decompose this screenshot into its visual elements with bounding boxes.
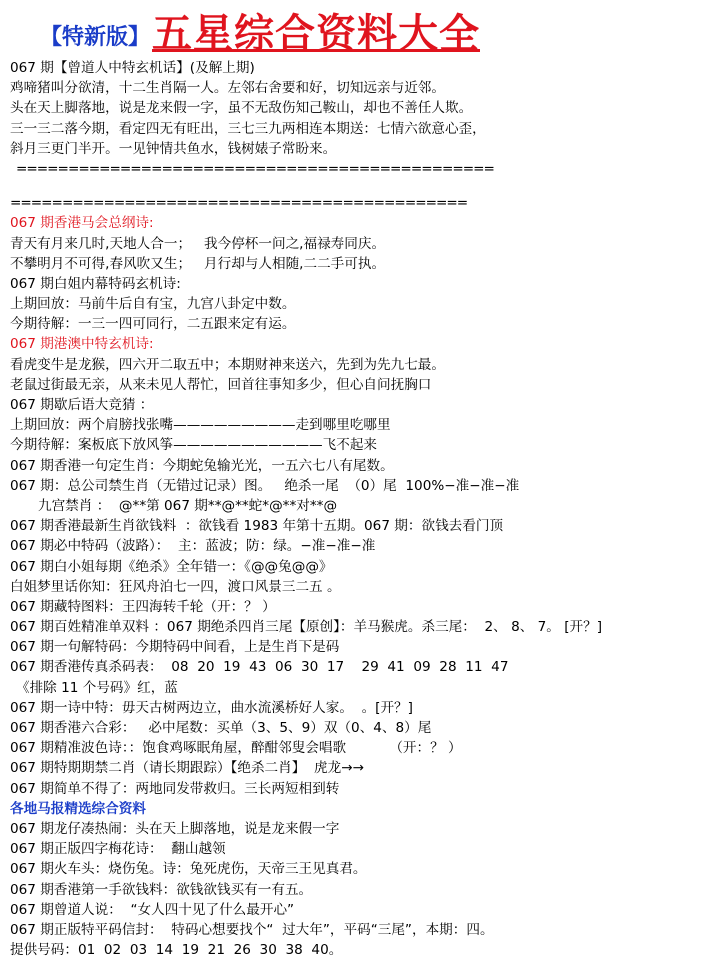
- content-lines: [10, 58, 696, 960]
- text-line: 头在天上脚落地，说是龙来假一字，虽不无敌伤知己鞍山，却也不善任人欺。: [10, 100, 473, 117]
- text-line: 青天有月来几时,天地人合一； 我今停杯一问之,福禄寿同庆。: [10, 235, 386, 252]
- section-heading-hk-poem: 067 期香港马会总纲诗:: [10, 215, 154, 232]
- section-heading-regional: 各地马报精选综合资料: [10, 800, 146, 817]
- text-line: 067 期正版特平码信封： 特码心想要找个“ 过大年”，平码“三尾”，本期：四。: [10, 921, 494, 938]
- text-line: 上期回放：两个肩膀找张嘴—————————走到哪里吃哪里: [10, 417, 391, 434]
- text-line: 067 期必中特码（波路）： 主：蓝波；防：绿。−准−准−准: [10, 538, 376, 555]
- text-line: 067 期一诗中特：毋天古树两边立，曲水流溪桥好人家。 。[开？]: [10, 699, 413, 716]
- text-line: 067 期百姓精准单双料 ：067 期绝杀四肖三尾【原创】：羊马猴虎。杀三尾： 2、 8、 7。 [开？]: [10, 619, 602, 636]
- text-line: 067 期简单不得了：两地同发带救归。三长两短相到转: [10, 780, 340, 797]
- text-line: 067 期白姐内幕特码玄机诗:: [10, 275, 181, 292]
- text-line: 老鼠过街最无亲，从来未见人帮忙，回首往事知多少，但心自问抚胸口: [10, 376, 432, 393]
- section-heading-macau-poem: 067 期港澳中特玄机诗:: [10, 336, 154, 353]
- text-line: 《排除 11 个号码》红，蓝: [16, 679, 178, 696]
- text-line: 今期待解：一三一四可同行，二五跟来定有运。: [10, 316, 296, 333]
- text-line: 看虎变牛是龙猴，四六开二取五中；本期财神来送六，先到为先九七最。: [10, 356, 445, 373]
- text-line: 067 期曾道人说： “女人四十见了什么最开心”: [10, 901, 295, 918]
- text-line: 067 期香港一句定生肖：今期蛇兔输光光，一五六七八有尾数。: [10, 457, 394, 474]
- text-line: 067 期藏特图料：王四海转千轮（开：？ ）: [10, 598, 276, 615]
- spacer: [10, 179, 696, 193]
- text-line: 067 期精准波色诗：：饱食鸡啄眠角屋，醉酣邻叟会唱歌 （开：？ ）: [10, 740, 462, 757]
- text-line: 不攀明月不可得,春风吹又生； 月行却与人相随,二二手可执。: [10, 255, 386, 272]
- edition-label: 【特新版】: [40, 25, 151, 50]
- text-line: 067 期香港第一手欲钱料：欲钱欲钱买有一有五。: [10, 881, 313, 898]
- text-line: 斜月三更门半开。一见钟情共鱼水，钱树婊子常盼来。: [10, 140, 337, 157]
- text-line: 067 期正版四字梅花诗： 翻山越领: [10, 841, 226, 858]
- text-line: 067 期白小姐每期《绝杀》全年错一：《@@兔@@》: [10, 558, 333, 575]
- page-header: [0, 0, 702, 58]
- text-line: 白姐梦里话你知：狂风舟泊七一四，渡口风景三二五 。: [10, 578, 341, 595]
- text-line: 067 期香港六合彩： 必中尾数：买单（3、5、9）双（0、4、8）尾: [10, 720, 432, 736]
- text-line: 今期待解：案板底下放风筝———————————飞不起来: [10, 437, 378, 454]
- text-line: 上期回放：马前牛后自有宝，九宫八卦定中数。: [10, 296, 296, 313]
- text-line: 067 期歇后语大竞猜 ：: [10, 397, 154, 413]
- text-line: 九宫禁肖 ： @**第 067 期**@**蛇*@**对**@: [38, 497, 338, 514]
- text-line: 067 期特期期禁二肖（请长期跟踪）【绝杀二肖】 虎龙→→: [10, 760, 364, 777]
- text-line: 提供号码：01 02 03 14 19 21 26 30 38 40。: [10, 942, 343, 959]
- text-line: 067 期【曾道人中特玄机话】(及解上期): [10, 60, 255, 76]
- page-title: 五星综合资料大全: [152, 11, 480, 57]
- text-line: 067 期一句解特码：今期特码中间看，上是生肖下是码: [10, 639, 340, 656]
- text-line: 067 期龙仔凑热闹：头在天上脚落地，说是龙来假一字: [10, 820, 340, 837]
- text-line: 三一三二落今期，看定四无有旺出，三七三九两相连本期送：七情六欲意心歪，: [10, 120, 486, 137]
- separator-line: ============================================: [10, 195, 468, 212]
- text-line: 067 期香港最新生肖欲钱料 ：欲钱看 1983 年第十五期。067 期：欲钱去看门顶: [10, 518, 504, 535]
- text-line: 鸡啼猪叫分欲清，十二生肖隔一人。左邻右舍要和好，切知远亲与近邻。: [10, 80, 445, 97]
- text-line: 067 期：总公司禁生肖（无错过记录）图。 绝杀一尾 （0）尾 100%−准−准−准: [10, 477, 520, 494]
- separator-line: ==============================================: [16, 160, 494, 177]
- text-line: 067 期火车头：烧伤兔。诗：兔死虎伤，天帝三王见真君。: [10, 861, 367, 878]
- text-line: 067 期香港传真杀码表： 08 20 19 43 06 30 17 29 41 09 28 11 47: [10, 659, 509, 676]
